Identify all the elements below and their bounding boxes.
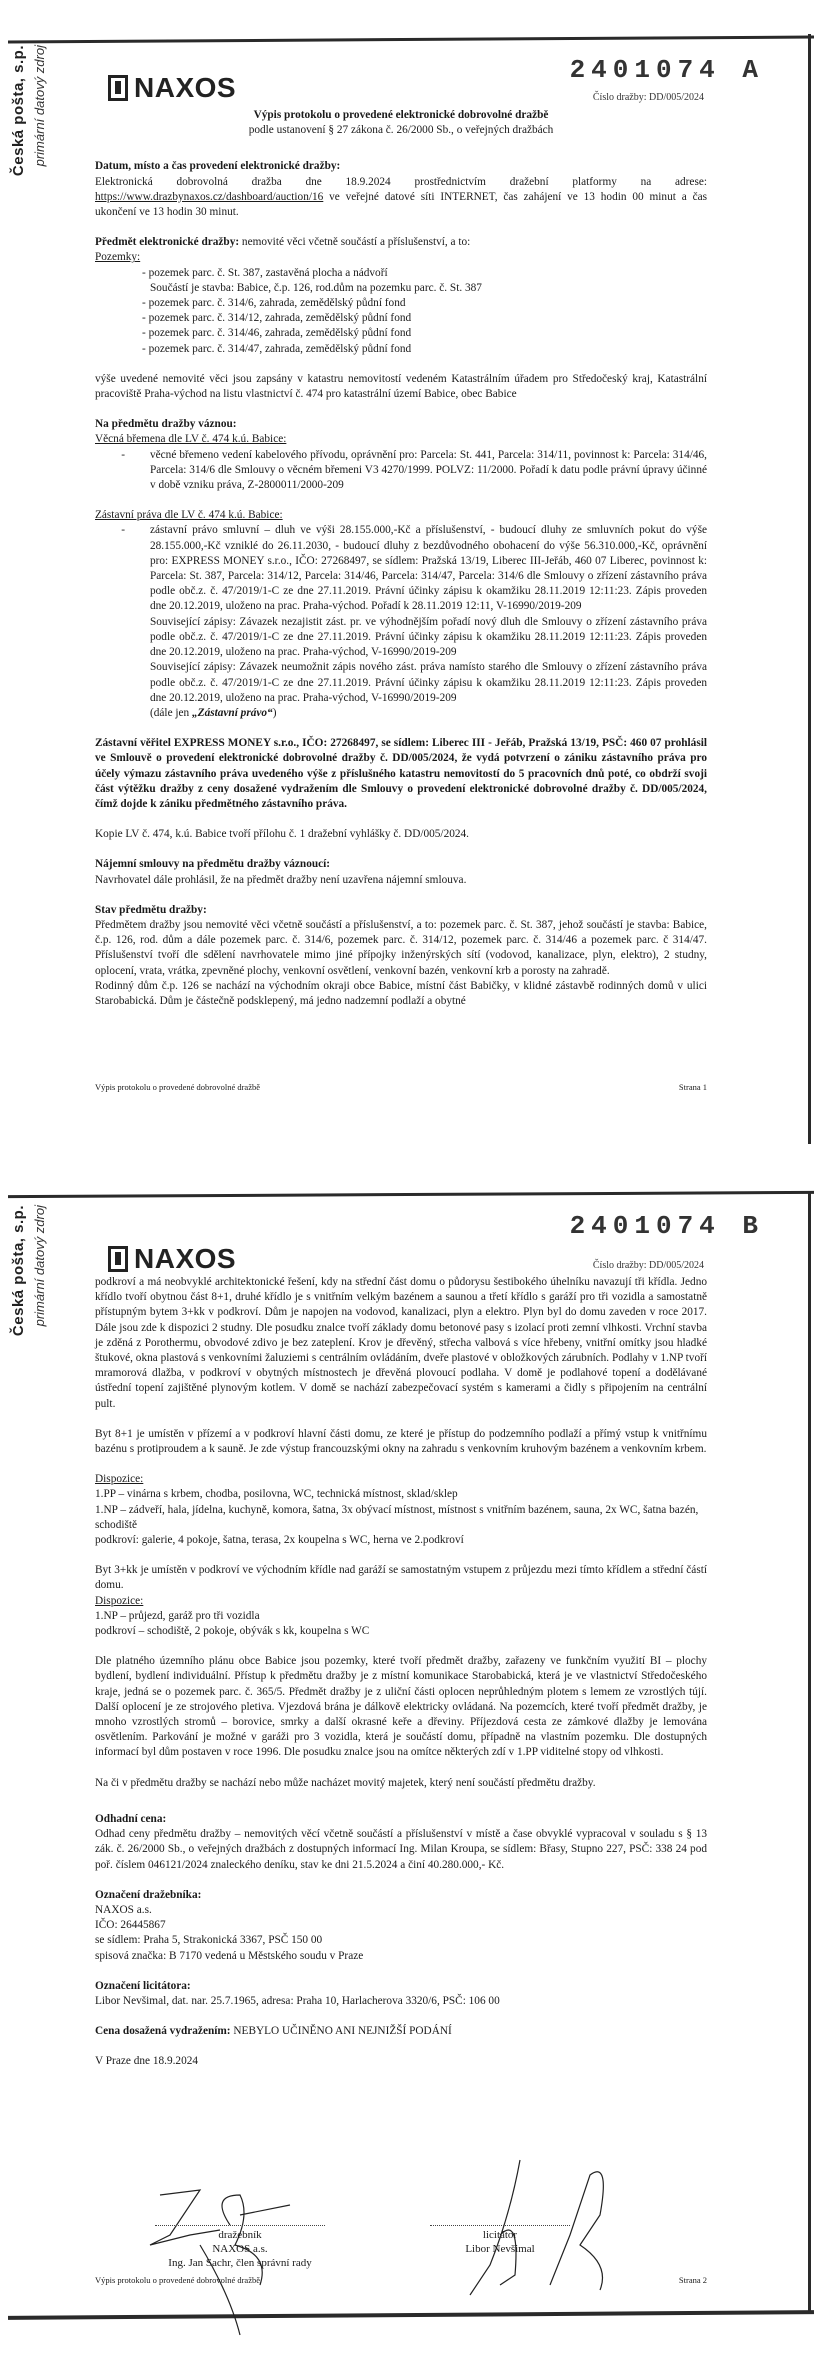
dispozice-label: Dispozice: [95,1594,144,1607]
datum-heading: Datum, místo a čas provedení elektronické dražby: [95,160,341,173]
document-number: 2401074 B [569,1211,764,1241]
logo-text: NAXOS [134,1243,237,1274]
veritel-paragraph: Zástavní věřitel EXPRESS MONEY s.r.o., IČO: 27268497, se sídlem: Liberec III - Jeřáb, Pražská 13/19, PSČ: 460 07 prohlásil ve Smlouvě o provedení elektronické dobrovolné dražby č. DD/005/2024, že vydá potvrzení o zániku zástavního práva pro účely výmazu zástavního práva uvedeného výše z příslušného katastru nemovitostí do 5 pracovních dnů poté, co obdrží svoji část výtěžku dražby z ceny dosažené vydražením dle Smlouvy o provedení elektronické dobrovolné dražby č. DD/005/2024, čímž dojde k zániku předmětného zástavního práva. [95,737,707,810]
kopie-paragraph: Kopie LV č. 474, k.ú. Babice tvoří přílohu č. 1 dražební vyhlášky č. DD/005/2024. [95,828,469,841]
najem-paragraph: Navrhovatel dále prohlásil, že na předmět dražby není uzavřena nájemní smlouva. [95,873,467,886]
page-number: Strana 2 [678,2275,707,2285]
drazebnik-line: spisová značka: B 7170 vedená u Městského soudu v Praze [95,1949,364,1962]
drazebnik-line: NAXOS a.s. [95,1903,152,1916]
zastavni-related: Související zápisy: Závazek neumožnit zápis nového zást. práva namísto starého dle Smlouvy o zřízení zástavního práva podle obč.z. č. 47/2019/1-C ze dne 27.11.2019. Právní účinky zápisu k okamžiku 28.11.2019 12:11:23. Zápis proveden dne 20.12.2019, uloženo na prac. Praha-východ, V-16990/2019-209 [150,661,707,704]
naxos-logo [108,72,236,104]
stav-paragraph-2: Rodinný dům č.p. 126 se nachází na východním okraji obce Babice, místní část Babičky, v klidné zástavbě rodinných domů v ulici Starobabická. Dům je částečně podsklepený, má jedno nadzemní podlaží a obytné [95,979,707,1007]
predmet-paragraph [95,235,707,250]
auction-number: Číslo dražby: DD/005/2024 [592,92,704,103]
licitator-heading: Označení licitátora: [95,1979,191,1992]
stav-paragraph: Předmětem dražby jsou nemovité věci včetně součástí a příslušenství, a to: pozemek parc. č. St. 387, jehož součástí je stavba: Babice, č.p. 126, rod. dům a dále pozemek parc. č. 314/6, pozemek parc. č. 314/12, pozemek parc. č. 314/46 a pozemek parc. č 314/47. Příslušenství tvoří dle sdělení navrhovatele mimo jiné přípojky inženýrských sítí (vodovod, kanalizace, plyn, elektro), 2 studny, oplocení, vrata, vrátka, zpevněné plochy, venkovní osvětlení, venkovní bazén, venkovní krb a porosty na zahradě. [95,918,707,977]
uzemni-plan-paragraph: Dle platného územního plánu obce Babice jsou pozemky, které tvoří předmět dražby, zařazeny ve funkčním využití BI – plochy bydlení, bydlení individuální. Přístup k předmětu dražby je z místní komunikace Starobabická, která je ve vlastnictví Středočeského kraje, jedná se o pozemek parc. č. 365/5. Předmět dražby je z uliční části oplocen neprůhledným plotem s lemem ze vzrostlých tújí. Další oplocení je ze strojového pletiva. Vjezdová brána je dálkově elektricky ovládaná. Na pozemcích, které tvoří předmět dražby, je mnoho vzrostlých stromů – borovice, smrky a další okrasné keře a dřeviny. Příjezdová cesta ze zámkové dlažby je lemována osvětlením. Parkování je možné v garáži pro 3 vozidla, která je součástí domu, případně na vlastním pozemku. Dle dostupných informací byl dům postaven v roce 1996. Dle posudku znalce jsou na omítce některých zdí v 1.PP viditelné stopy od vlhkosti. [95,1655,707,1759]
auction-link[interactable]: https://www.drazbynaxos.cz/dashboard/auction/16 [95,190,324,203]
sig-role: licitátor [482,2229,518,2241]
pozemky-label: Pozemky: [95,251,141,264]
naxos-logo [108,1243,236,1275]
sig-name: Ing. Jan Sachr, člen správní rady [168,2257,312,2269]
stamp-line-1: Česká pošta, s.p. [10,1205,27,1337]
document-page-1 [0,0,820,1160]
scan-border-right [808,34,811,1144]
postal-stamp [8,45,68,195]
datum-paragraph [95,175,707,221]
stamp-line-2: primární datový zdroj [32,45,47,167]
house-description: podkroví a má neobvyklé architektonické řešení, kdy na střední část domu o půdorysu šestibokého úhelníku navazují tři křídla. Jedno křídlo tvoří obytnou část 8+1, druhé křídlo je s vnitřním velkým bazénem a saunou a třetí křídlo s garáží pro tři vozidla a samostatně přístupným bytem 3+kk v podkroví. Dům je napojen na vodovod, kanalizaci, plyn a elektro. Plyn byl do domu zaveden v roce 2017. Dále jsou zde k dispozici 2 studny. Dle posudku znalce tvoří základy domu betonové pasy s izolací proti zemní vlhkosti. Vrchní stavba je zděná z Porothermu, obvodové zdivo je bez zateplení. Krov je dřevěný, střecha valbová s více hřebeny, vnitřní omítky jsou hladké štukové, okna plastová s venkovními žaluziemi s centrálním ovládáním, dveře plastové v obložkových zárubních. Podlahy v 1.NP tvoří mramorová dlažba, v podkroví v obytných místnostech je dřevěná plovoucí podlaha. V domě je podlahové topení a dodělávané ústřední topení zajištěné plynovým kotlem. V domě se nachází zabezpečovací systém s kamerami a čidly s připojením na centrální pult. [95,1276,707,1410]
cena-paragraph [95,2024,707,2039]
pozemky-item: - pozemek parc. č. 314/46, zahrada, zemědělský půdní fond [142,327,412,340]
document-page-2 [0,1165,820,2354]
odhad-paragraph: Odhad ceny předmětu dražby – nemovitých věcí včetně součástí a příslušenství v místě a čase obvyklé vypracoval v souladu s § 13 zák. č. 26/2000 Sb., o veřejných dražbách z dostupných informací Ing. Milan Kroupa, se sídlem: Břasy, Stupno 227, PSČ: 338 24 pod poř. číslem 046121/2024 znaleckého deníku, stav ke dni 21.5.2024 a činí 40.280.000,- Kč. [95,1828,707,1871]
bremena-label: Věcná břemena dle LV č. 474 k.ú. Babice: [95,433,287,446]
predmet-text: nemovité věci včetně součástí a příslušenství, a to: [239,236,471,249]
sig-company: NAXOS a.s. [212,2243,268,2255]
predmet-heading: Předmět elektronické dražby: [95,236,240,249]
document-subtitle: podle ustanovení § 27 zákona č. 26/2000 Sb., o veřejných dražbách [248,124,554,137]
sig-role: dražebník [218,2229,262,2241]
scan-border-top [8,1191,814,1198]
pozemky-item: - pozemek parc. č. St. 387, zastavěná plocha a nádvoří [142,266,388,279]
dispozice-label: Dispozice: [95,1473,144,1486]
pozemky-item: - pozemek parc. č. 314/47, zahrada, zemědělský půdní fond [142,342,412,355]
datum-text: Elektronická dobrovolná dražba dne 18.9.2024 prostřednictvím dražební platformy na adrese: [95,175,707,188]
footer-title: Výpis protokolu o provedené dobrovolné dražbě [95,1082,260,1092]
cena-value: NEBYLO UČINĚNO ANI NEJNIŽŠÍ PODÁNÍ [230,2025,452,2038]
drazebnik-heading: Označení dražebníka: [95,1888,202,1901]
pozemky-item: - pozemek parc. č. 314/6, zahrada, zemědělský půdní fond [142,297,406,310]
dispozice-item: podkroví – schodiště, 2 pokoje, obývák s kk, koupelna s WC [95,1625,370,1638]
auction-number: Číslo dražby: DD/005/2024 [592,1260,704,1271]
dispozice-item: 1.NP – průjezd, garáž pro tři vozidla [95,1609,260,1622]
place-date: V Praze dne 18.9.2024 [95,2055,199,2068]
datum-text-cont: ve veřejné datové síti INTERNET, čas zahájení ve 13 hodin 00 minut a čas ukončení ve 13 hodin 30 minut. [95,190,707,219]
signature-block-licitator [420,2225,580,2256]
cena-heading: Cena dosažená vydražením: [95,2025,231,2038]
scan-border-top [8,36,814,44]
stav-heading: Stav předmětu dražby: [95,903,207,916]
odhad-heading: Odhadní cena: [95,1812,167,1825]
katastr-paragraph: výše uvedené nemovité věci jsou zapsány v katastru nemovitostí vedeném Katastrálním úřadem pro Středočeský kraj, Katastrální pracoviště Praha-východ na listu vlastnictví č. 474 pro katastrální území Babice, obec Babice [95,372,707,401]
page-1-content [95,108,707,1009]
stamp-line-2: primární datový zdroj [32,1205,47,1327]
scan-border-right [808,1191,811,2311]
naxos-logo-icon [108,1246,128,1272]
zastavni-note: (dále jen „Zástavní právo“) [150,706,277,719]
logo-text: NAXOS [134,72,237,103]
drazebnik-line: se sídlem: Praha 5, Strakonická 3367, PSČ 150 00 [95,1934,323,1947]
licitator-paragraph: Libor Nevšimal, dat. nar. 25.7.1965, adresa: Praha 10, Harlacherova 3320/6, PSČ: 106 00 [95,1994,500,2007]
movity-majetek-paragraph: Na či v předmětu dražby se nachází nebo může nacházet movitý majetek, který není součástí předmětu dražby. [95,1776,596,1789]
document-number: 2401074 A [569,55,764,85]
zastavni-label: Zástavní práva dle LV č. 474 k.ú. Babice: [95,509,283,522]
zastavni-item: - zástavní právo smluvní – dluh ve výši 28.155.000,-Kč a příslušenství, - budoucí dluhy ze smluvních pokut do výše 28.155.000,-Kč vzniklé do 26.11.2030, - budoucí dluhy z bezdůvodného obohacení do výše 56.310.000,-Kč, oprávnění pro: EXPRESS MONEY s.r.o., IČO: 27268497, se sídlem: Pražská 13/19, Liberec III-Jeřáb, 460 07 Liberec, povinnost k: Parcela: St. 387, Parcela: 314/12, Parcela: 314/46, Parcela: 314/47, Parcela: 314/6 dle Smlouvy o zřízení zástavního práva podle obč.z. č. 47/2019/1-C ze dne 27.11.2019. Právní účinky zápisu k okamžiku 28.11.2019 12:11:23. Zápis proveden dne 20.12.2019, uloženo na prac. Praha-východ. Pořadí k 28.11.2019 12:11, V-16990/2019-209 [121,524,707,613]
page-2-content [95,1275,707,2070]
vaznou-heading: Na předmětu dražby váznou: [95,418,237,431]
page-footer [95,2275,707,2285]
byt-8-1-paragraph: Byt 8+1 je umístěn v přízemí a v podkroví hlavní části domu, ze které je přístup do podzemního podlaží a přímý vstup k vnitřnímu bazénu s protiproudem a k sauně. Je zde výstup francouzskými okny na zahradu s venkovním kruhovým bazénem a venkovním krbem. [95,1427,707,1456]
najem-heading: Nájemní smlouvy na předmětu dražby váznoucí: [95,858,331,871]
page-number: Strana 1 [678,1082,707,1092]
signature-block-drazebnik [135,2225,345,2270]
dispozice-item: podkroví: galerie, 4 pokoje, šatna, terasa, 2x koupelna s WC, herna ve 2.podkroví [95,1534,464,1547]
page-footer [95,1082,707,1092]
sig-name: Libor Nevšimal [465,2243,535,2255]
dispozice-item: 1.NP – zádveří, hala, jídelna, kuchyně, komora, šatna, 3x obývací místnost, místnost s vnitřním bazénem, sauna, 2x WC, šatna bazén, schodiště [95,1503,699,1531]
postal-stamp [8,1205,68,1355]
drazebnik-line: IČO: 26445867 [95,1919,166,1932]
bremena-item: - věcné břemeno vedení kabelového přívodu, oprávnění pro: Parcela: St. 441, Parcela: 314/11, povinnost k: Parcela: 314/46, Parcela: 314/6 dle Smlouvy o věcném břemeni V3 4270/1999. POLVZ: 11/2000. Pořadí k datu podle právní úpravy účinné v době vzniku práva, Z-2800011/2000-209 [121,448,707,492]
footer-title: Výpis protokolu o provedené dobrovolné dražbě [95,2275,260,2285]
dispozice-item: 1.PP – vinárna s krbem, chodba, posilovna, WC, technická místnost, sklad/sklep [95,1488,458,1501]
byt-3kk-paragraph: Byt 3+kk je umístěn v podkroví ve východním křídle nad garáží se samostatným vstupem z průjezdu mezi tímto křídlem a střední částí domu. [95,1564,707,1592]
pozemky-item: Součástí je stavba: Babice, č.p. 126, rod.dům na pozemku parc. č. St. 387 [150,281,482,294]
zastavni-related: Související zápisy: Závazek nezajistit zást. pr. ve výhodnějším pořadí nový dluh dle Smlouvy o zřízení zástavního práva podle obč.z. č. 47/2019/1-C ze dne 27.11.2019. Právní účinky zápisu k okamžiku 28.11.2019 12:11:23. Zápis proveden dne 20.12.2019, uloženo na prac. Praha-východ, V-16990/2019-209 [150,615,707,659]
pozemky-item: - pozemek parc. č. 314/12, zahrada, zemědělský půdní fond [142,312,412,325]
document-title: Výpis protokolu o provedené elektronické dobrovolné dražbě [253,109,549,121]
stamp-line-1: Česká pošta, s.p. [10,45,27,177]
naxos-logo-icon [108,75,128,101]
scan-border-bottom [8,2310,814,2320]
